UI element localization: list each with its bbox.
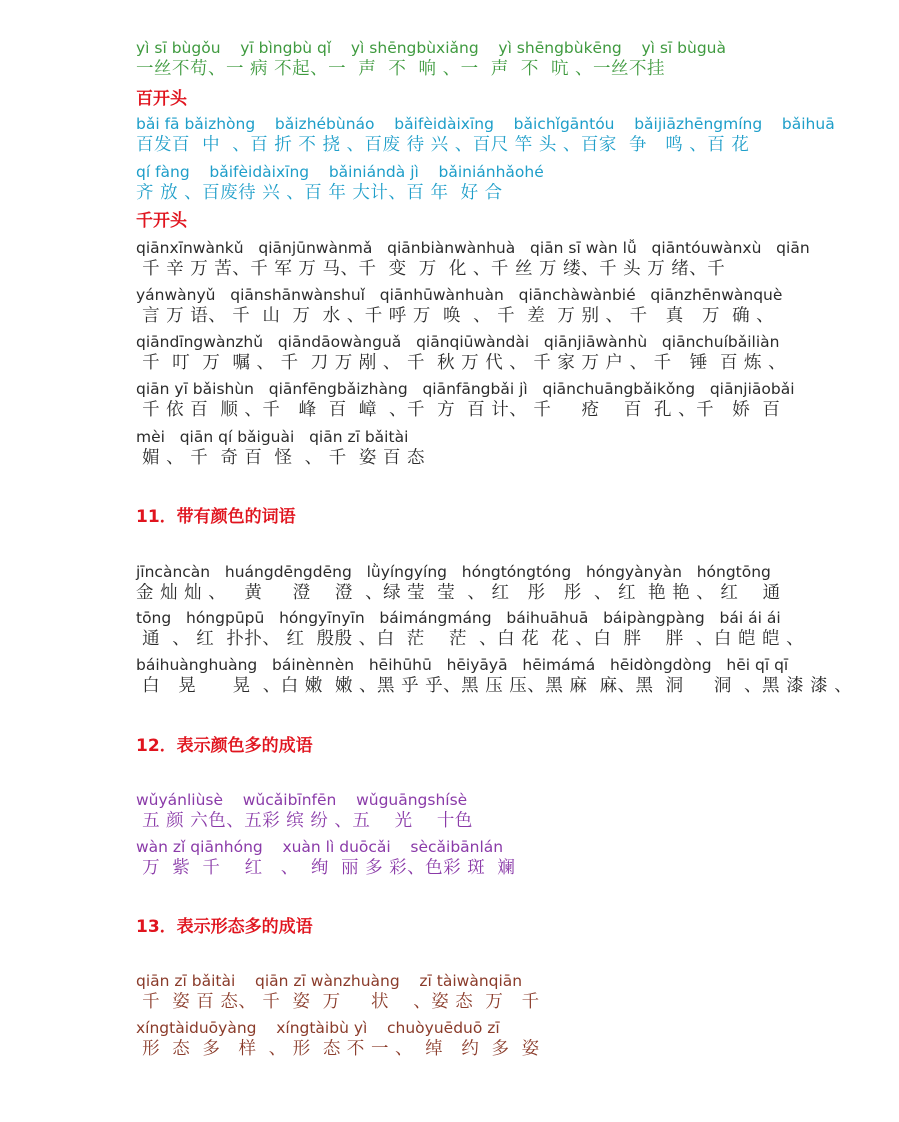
section-12-row-2-hanzi: 万 紫 千 红 、 绚 丽 多 彩、色彩 斑 斓 [136,858,516,878]
qian-row-1-hanzi: 千 辛 万 苦、千 军 万 马、千 变 万 化 、千 丝 万 缕、千 头 万 绪、千 [136,259,726,279]
qian-row-2-pinyin: yánwànyǔ qiānshānwànshuǐ qiānhūwànhuàn qiānchàwànbié qiānzhēnwànquè [136,286,783,304]
bai-group-heading: 百开头 [136,89,187,109]
qian-row-4-pinyin: qiān yī bǎishùn qiānfēngbǎizhàng qiānfāngbǎi jì qiānchuāngbǎikǒng qiānjiāobǎi [136,380,795,398]
qian-row-2-hanzi: 言 万 语、 千 山 万 水 、千 呼 万 唤 、 千 差 万 别 、 千 真 万 确 、 [136,306,775,326]
qian-group-heading: 千开头 [136,211,187,231]
section-11-row-1-hanzi: 金 灿 灿 、 黄 澄 澄 、绿 莹 莹 、 红 彤 彤 、 红 艳 艳 、 红 通 [136,583,781,603]
section-13-row-1-pinyin: qiān zī bǎitài qiān zī wànzhuàng zī tàiwànqiān [136,972,523,990]
bai-row-1-hanzi: 百发百 中 、百 折 不 挠 、百废 待 兴 、百尺 竿 头 、百家 争 鸣 、百 花 [136,135,750,155]
qian-row-3-pinyin: qiāndīngwànzhǔ qiāndāowànguǎ qiānqiūwàndài qiānjiāwànhù qiānchuíbǎiliàn [136,333,780,351]
qian-row-5-hanzi: 媚 、 千 奇 百 怪 、 千 姿 百 态 [136,448,425,468]
yi-group-pinyin: yì sī bùgǒu yī bìngbù qǐ yì shēngbùxiǎng yì shēngbùkēng yì sī bùguà [136,39,726,57]
section-12-heading: 12．表示颜色多的成语 [136,736,313,756]
section-13-row-2-pinyin: xíngtàiduōyàng xíngtàibù yì chuòyuēduō zī [136,1019,500,1037]
section-11-row-2-pinyin: tōng hóngpūpū hóngyīnyīn báimángmáng báihuāhuā báipàngpàng bái ái ái [136,609,781,627]
section-11-row-3-hanzi: 白 晃 晃 、白 嫩 嫩 、黑 乎 乎、黑 压 压、黑 麻 麻、黑 洞 洞 、黑 漆 漆 、 [136,676,853,696]
qian-row-4-hanzi: 千 依 百 顺 、千 峰 百 嶂 、千 方 百 计、 千 疮 百 孔 、千 娇 百 [136,400,781,420]
section-13-heading: 13．表示形态多的成语 [136,917,313,937]
qian-row-1-pinyin: qiānxīnwànkǔ qiānjūnwànmǎ qiānbiànwànhuà qiān sī wàn lǚ qiāntóuwànxù qiān [136,239,810,257]
section-11-row-2-hanzi: 通 、 红 扑扑、 红 殷殷 、白 茫 茫 、白 花 花 、白 胖 胖 、白 皑 皑 、 [136,629,805,649]
section-12-row-1-hanzi: 五 颜 六色、五彩 缤 纷 、五 光 十色 [136,811,473,831]
section-13-row-1-hanzi: 千 姿 百 态、 千 姿 万 状 、姿 态 万 千 [136,992,540,1012]
bai-row-2-pinyin: qí fàng bǎifèidàixīng bǎiniándà jì bǎiniánhǎohé [136,163,544,181]
qian-row-5-pinyin: mèi qiān qí bǎiguài qiān zī bǎitài [136,428,409,446]
section-11-heading: 11．带有颜色的词语 [136,507,296,527]
section-11-row-1-pinyin: jīncàncàn huángdēngdēng lǜyíngyíng hóngtóngtóng hóngyànyàn hóngtōng [136,563,771,581]
section-12-row-1-pinyin: wǔyánliùsè wǔcǎibīnfēn wǔguāngshísè [136,791,468,809]
section-13-row-2-hanzi: 形 态 多 样 、 形 态 不 一 、 绰 约 多 姿 [136,1039,540,1059]
yi-group-hanzi: 一丝不苟、一 病 不起、一 声 不 响 、一 声 不 吭 、一丝不挂 [136,59,666,79]
section-12-row-2-pinyin: wàn zǐ qiānhóng xuàn lì duōcǎi sècǎibānlán [136,838,504,856]
bai-row-1-pinyin: bǎi fā bǎizhòng bǎizhébùnáo bǎifèidàixīng bǎichǐgāntóu bǎijiāzhēngmíng bǎihuā [136,115,835,133]
bai-row-2-hanzi: 齐 放 、百废待 兴 、百 年 大计、百 年 好 合 [136,183,503,203]
qian-row-3-hanzi: 千 叮 万 嘱 、 千 刀 万 剐 、 千 秋 万 代 、 千 家 万 户 、 千 锤 百 炼 、 [136,353,787,373]
section-11-row-3-pinyin: báihuànghuàng báinènnèn hēihūhū hēiyāyā hēimámá hēidòngdòng hēi qī qī [136,656,789,674]
